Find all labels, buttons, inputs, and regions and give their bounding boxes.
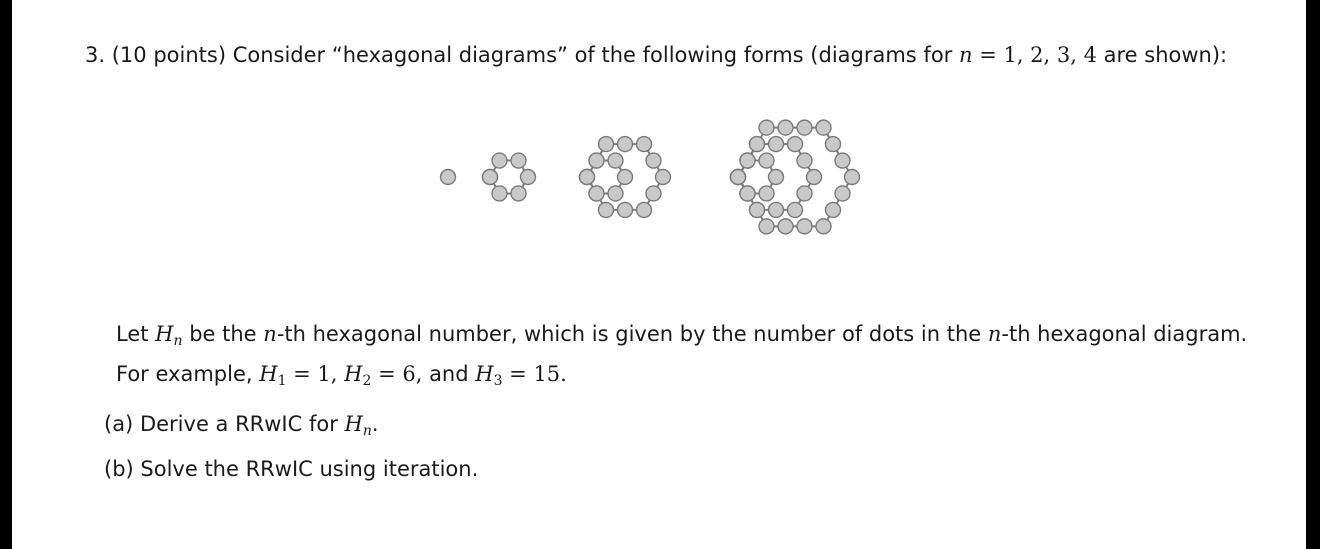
diagram-dot xyxy=(797,120,812,135)
diagram-dot xyxy=(759,186,774,201)
diagram-dot xyxy=(778,219,793,234)
definition-line xyxy=(116,322,1248,349)
diagram-dot xyxy=(483,170,498,185)
diagram-dot xyxy=(807,170,822,185)
part-a-H-subscript: n xyxy=(362,423,372,439)
example-H2-subscript: 2 xyxy=(362,373,372,389)
diagram-dot xyxy=(637,137,652,152)
diagram-dot xyxy=(637,202,652,217)
intro-tail: are shown): xyxy=(1096,43,1228,67)
example-H3-subscript: 3 xyxy=(493,373,503,389)
problem-number: 3. xyxy=(85,43,106,67)
diagram-dot xyxy=(835,186,850,201)
example-prefix: For example, xyxy=(116,362,260,386)
diagram-dot xyxy=(797,219,812,234)
diagram-dot xyxy=(646,186,661,201)
diagram-edge xyxy=(738,128,767,177)
diagram-dot xyxy=(769,170,784,185)
part-b-label: (b) xyxy=(104,457,134,481)
diagram-dot xyxy=(759,153,774,168)
diagram-dot xyxy=(845,170,860,185)
part-a-period: . xyxy=(371,412,379,436)
diagram-edge xyxy=(738,177,767,226)
diagram-dot xyxy=(835,153,850,168)
diagram-dot xyxy=(731,170,746,185)
hexagonal-diagram-2 xyxy=(483,153,536,201)
diagram-dot xyxy=(580,170,595,185)
definition-n: n xyxy=(263,322,277,346)
diagram-dot xyxy=(769,137,784,152)
diagram-dot xyxy=(740,186,755,201)
diagram-dot xyxy=(816,120,831,135)
diagram-dot xyxy=(750,137,765,152)
diagram-dot xyxy=(769,202,784,217)
part-b xyxy=(104,457,478,481)
diagram-dot xyxy=(511,153,526,168)
diagram-dot xyxy=(797,186,812,201)
intro-values: = 1, 2, 3, 4 xyxy=(972,43,1097,67)
example-H3-value: = 15. xyxy=(502,362,567,386)
example-H2: H xyxy=(344,362,363,386)
diagram-dot xyxy=(608,186,623,201)
diagram-dot xyxy=(618,137,633,152)
diagram-dot xyxy=(740,153,755,168)
diagram-dot xyxy=(521,170,536,185)
hexagonal-diagram-4 xyxy=(731,120,860,234)
diagram-dot xyxy=(826,137,841,152)
diagram-dot xyxy=(826,202,841,217)
example-H2-value: = 6, xyxy=(371,362,423,386)
diagram-edge xyxy=(824,128,853,177)
diagram-dot xyxy=(589,153,604,168)
definition-let: Let xyxy=(116,322,156,346)
diagram-dot xyxy=(589,186,604,201)
definition-H-subscript: n xyxy=(173,333,183,349)
diagram-dot xyxy=(599,202,614,217)
diagram-dot xyxy=(759,219,774,234)
diagram-dot xyxy=(441,170,456,185)
problem-intro: Consider “hexagonal diagrams” of the following forms (diagrams for xyxy=(232,43,959,67)
diagram-dot xyxy=(511,186,526,201)
example-and: and xyxy=(422,362,476,386)
example-H1-value: = 1, xyxy=(286,362,338,386)
diagram-dot xyxy=(618,202,633,217)
diagram-dot xyxy=(788,202,803,217)
diagram-dot xyxy=(816,219,831,234)
definition-n-2: n xyxy=(987,322,1002,346)
diagram-dot xyxy=(599,137,614,152)
example-line xyxy=(116,362,567,389)
definition-text-2: -th hexagonal diagram. xyxy=(1001,322,1248,346)
hexagonal-diagram-3 xyxy=(580,137,671,218)
diagram-dot xyxy=(656,170,671,185)
diagram-dot xyxy=(618,170,633,185)
diagram-dot xyxy=(797,153,812,168)
definition-text: -th hexagonal number, which is given by the number of dots in the xyxy=(276,322,988,346)
part-a-H: H xyxy=(344,412,363,436)
diagram-dot xyxy=(750,202,765,217)
part-a-text: Derive a RRwIC for xyxy=(139,412,345,436)
diagram-dot xyxy=(759,120,774,135)
example-H1-subscript: 1 xyxy=(277,373,287,389)
part-b-text: Solve the RRwIC using iteration. xyxy=(140,457,479,481)
diagram-dot xyxy=(788,137,803,152)
definition-be-the: be the xyxy=(182,322,264,346)
problem-points: (10 points) xyxy=(111,43,227,67)
intro-variable-n: n xyxy=(958,43,973,67)
part-a-label: (a) xyxy=(104,412,134,436)
diagram-dot xyxy=(492,153,507,168)
diagram-dot xyxy=(608,153,623,168)
diagram-dot xyxy=(646,153,661,168)
example-H1: H xyxy=(259,362,278,386)
definition-H: H xyxy=(155,322,174,346)
part-a xyxy=(104,412,379,439)
diagram-dot xyxy=(492,186,507,201)
diagram-dot xyxy=(778,120,793,135)
diagram-edge xyxy=(824,177,853,226)
document-page xyxy=(12,0,1306,549)
hexagonal-diagram-1 xyxy=(441,170,456,185)
example-H3: H xyxy=(475,362,494,386)
